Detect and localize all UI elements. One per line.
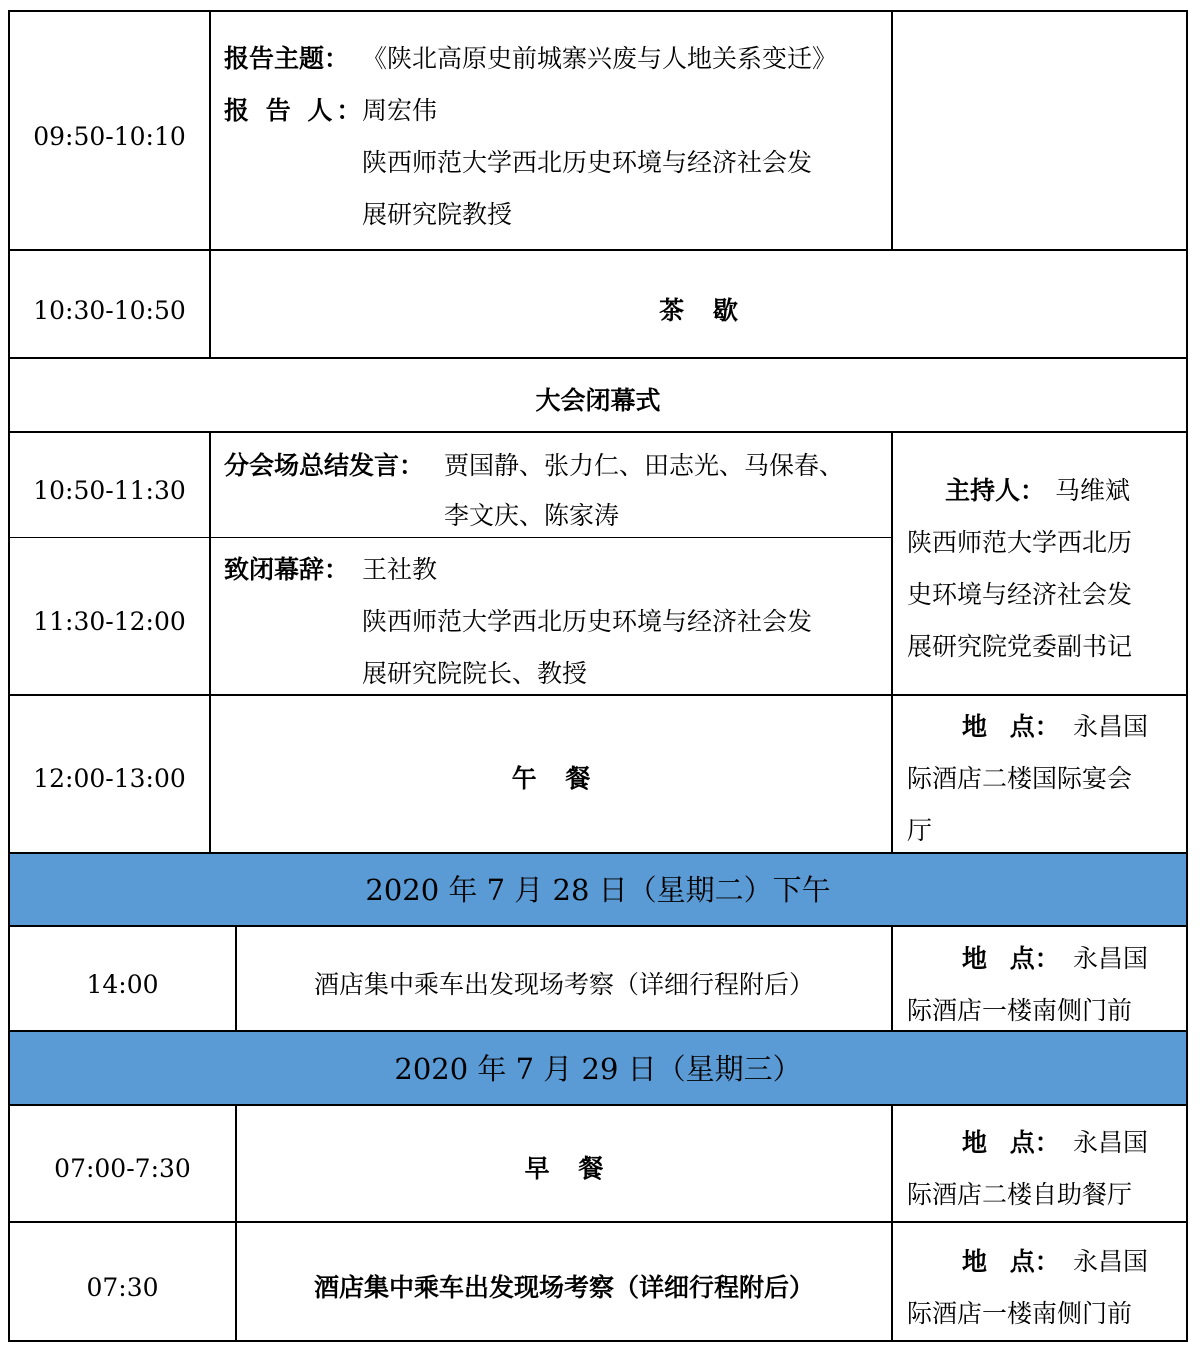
tea-break-label: 茶 歇 [659,296,738,325]
closing-speaker-affiliation: 陕西师范大学西北历史环境与经济社会发 [362,607,813,636]
location-label: 地 点： [962,1128,1060,1157]
rule [8,694,1188,696]
host-affiliation: 展研究院党委副书记 [907,632,1133,661]
col-rule [891,1104,893,1342]
host-affiliation: 陕西师范大学西北历 [907,528,1133,557]
location-value: 际酒店一楼南侧门前 [907,996,1133,1025]
location-value: 际酒店一楼南侧门前 [907,1299,1133,1328]
summary-names: 贾国静、张力仁、田志光、马保春、 [444,451,845,480]
speaker-name: 周宏伟 [362,96,438,125]
location-value: 永昌国 [1073,712,1149,741]
border-top [8,10,1188,12]
rule [8,249,1188,251]
site-visit-label: 酒店集中乘车出发现场考察（详细行程附后） [313,970,814,999]
border-bottom [8,1340,1188,1342]
topic-label: 报告主题： [224,44,350,73]
time-cell: 07:00-7:30 [54,1154,191,1183]
time-cell: 12:00-13:00 [33,764,186,793]
breakfast-label: 早 餐 [524,1154,604,1183]
rule [8,357,1188,359]
summary-names: 李文庆、陈家涛 [444,501,620,530]
closing-speech-label: 致闭幕辞： [224,555,350,584]
time-cell: 07:30 [86,1273,159,1302]
col-rule [891,431,893,854]
closing-ceremony-header: 大会闭幕式 [535,386,661,415]
topic-value: 《陕北高原史前城寨兴废与人地关系变迁》 [362,44,838,73]
host-name: 马维斌 [1055,476,1131,505]
host-label: 主持人： [945,476,1046,505]
time-cell: 10:50-11:30 [33,476,186,505]
location-label: 地 点： [962,1247,1060,1276]
date-header-0728: 2020 年 7 月 28 日（星期二）下午 [365,873,831,907]
col-rule [891,925,893,1032]
closing-speaker-affiliation: 展研究院院长、教授 [362,659,588,688]
rule [8,1104,1188,1106]
location-value: 际酒店二楼国际宴会 [907,764,1133,793]
time-cell: 11:30-12:00 [33,607,186,636]
rule [8,852,1188,854]
location-value: 际酒店二楼自助餐厅 [907,1180,1133,1209]
rule [8,431,1188,433]
time-cell: 09:50-10:10 [33,122,186,151]
border-right [1186,10,1188,1342]
lunch-label: 午 餐 [511,764,591,793]
speaker-affiliation: 展研究院教授 [362,200,513,229]
host-affiliation: 史环境与经济社会发 [907,580,1133,609]
speaker-affiliation: 陕西师范大学西北历史环境与经济社会发 [362,148,813,177]
date-header-0729: 2020 年 7 月 29 日（星期三） [394,1052,802,1086]
location-label: 地 点： [962,944,1060,973]
location-value: 永昌国 [1073,1247,1149,1276]
location-value: 永昌国 [1073,1128,1149,1157]
location-value: 厅 [907,816,933,845]
closing-speaker-name: 王社教 [362,555,438,584]
summary-label: 分会场总结发言： [224,451,425,480]
speaker-label: 报 告 人： [224,96,366,125]
time-cell: 10:30-10:50 [33,296,186,325]
time-cell: 14:00 [86,970,159,999]
site-visit-label: 酒店集中乘车出发现场考察（详细行程附后） [313,1273,814,1302]
location-value: 永昌国 [1073,944,1149,973]
rule [8,925,1188,927]
location-label: 地 点： [962,712,1060,741]
col-rule [891,10,893,251]
rule [8,1221,1188,1223]
